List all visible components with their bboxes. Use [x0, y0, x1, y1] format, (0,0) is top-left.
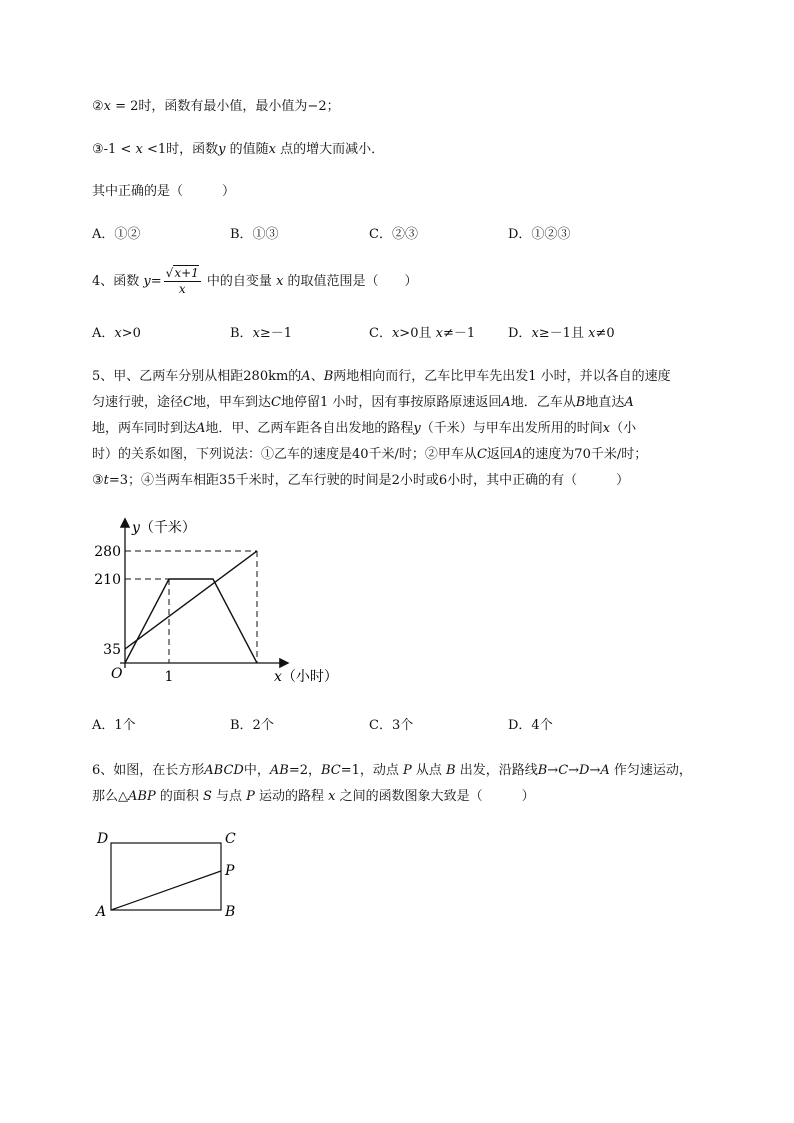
- question-4-stem: 4、函数 y= $\frac{√x+1}{x}$ 中的自变量 x 的取值范围是（ ）: [92, 266, 418, 296]
- option-c: C．②③: [369, 227, 418, 242]
- question-6-line-1: 6、如图，在长方形ABCD中，AB=2，BC=1，动点 P 从点 B 出发，沿路线B→C→D→A 作匀速运动，: [92, 763, 692, 778]
- x-axis-label: x（小时）: [274, 669, 338, 685]
- rectangle-figure: [92, 828, 252, 928]
- q4-option-b: B．x≥－1: [230, 326, 293, 341]
- q4-options: [92, 324, 712, 344]
- prev-options: [92, 225, 712, 245]
- question-5-line-1: 5、甲、乙两车分别从相距280km的A、B两地相向而行，乙车比甲车先出发1 小时，并以各自的速度: [92, 369, 671, 384]
- y-tick-label-280: 280: [94, 544, 121, 560]
- option-a: A．①②: [92, 227, 141, 242]
- segment-ap: [111, 871, 221, 910]
- chart-ticks: [94, 544, 173, 685]
- question-5-line-4: 时）的关系如图，下列说法：①乙车的速度是40千米/时；②甲车从C返回A的速度为70千米/时；: [92, 447, 648, 462]
- chart-guides: [125, 551, 257, 663]
- question-5-line-3: 地，两车同时到达A地．甲、乙两车距各自出发地的路程y（千米）与甲车出发所用的时间x（小: [92, 421, 637, 436]
- distance-time-graph: [92, 510, 362, 695]
- fraction: $\frac{√x+1}{x}$: [165, 266, 199, 296]
- y-axis-label: y（千米）: [132, 520, 196, 536]
- vertex-b-label: B: [225, 904, 236, 920]
- origin-label: O: [111, 666, 123, 682]
- point-p-label: P: [225, 863, 235, 879]
- series-line-2: [125, 551, 257, 649]
- chart-axes: [120, 520, 287, 668]
- vertex-c-label: C: [225, 831, 236, 847]
- x-tick-label-1: 1: [164, 669, 174, 685]
- q5-option-a: A．1个: [92, 718, 136, 733]
- q5-options: [92, 716, 712, 736]
- q4-option-c: C．x>0且 x≠－1: [369, 326, 476, 341]
- statement-2: ②x = 2时，函数有最小值，最小值为−2；: [92, 99, 340, 114]
- question-prompt: 其中正确的是（ ）: [92, 184, 236, 199]
- series-line-1: [125, 579, 257, 663]
- q5-option-b: B．2个: [230, 718, 274, 733]
- vertex-d-label: D: [97, 831, 109, 847]
- option-d: D．①②③: [508, 227, 571, 242]
- chart-series: [125, 551, 257, 663]
- q5-option-d: D．4个: [508, 718, 553, 733]
- q5-option-c: C．3个: [369, 718, 414, 733]
- vertex-a-label: A: [96, 904, 107, 920]
- option-b: B．①③: [230, 227, 279, 242]
- y-tick-label-35: 35: [103, 642, 121, 658]
- y-tick-label-210: 210: [94, 572, 121, 588]
- q4-option-d: D．x≥－1且 x≠0: [508, 326, 615, 341]
- statement-3: ③-1 < x <1时，函数y 的值随x 点的增大而减小．: [92, 142, 385, 157]
- q4-option-a: A．x>0: [92, 326, 141, 341]
- question-5-line-2: 匀速行驶，途径C地，甲车到达C地停留1 小时，因有事按原路原速返回A地．乙车从B地直达A: [92, 395, 634, 410]
- question-6-line-2: 那么△ABP 的面积 S 与点 P 运动的路程 x 之间的函数图象大致是（ ）: [92, 789, 535, 804]
- question-5-line-5: ③t=3；④当两车相距35千米时，乙车行驶的时间是2小时或6小时，其中正确的有（ ）: [92, 473, 630, 488]
